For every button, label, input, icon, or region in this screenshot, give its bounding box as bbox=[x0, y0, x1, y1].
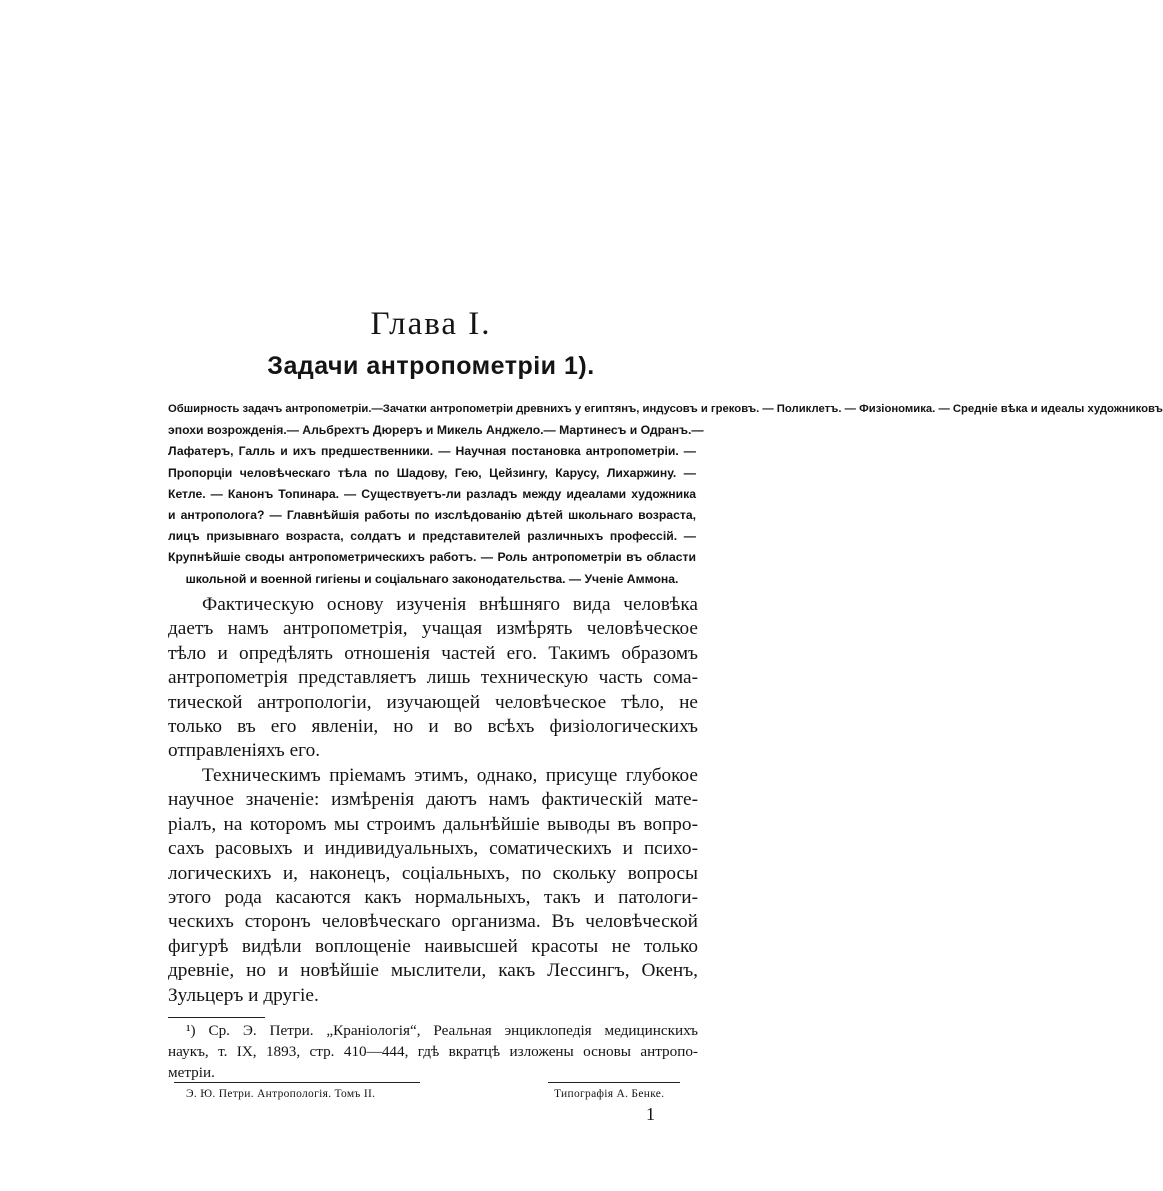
footnote bbox=[168, 1020, 698, 1083]
summary-line: лицъ призывнаго возраста, солдатъ и представителей различныхъ профессій. — bbox=[168, 529, 696, 544]
signature-rule-left bbox=[174, 1082, 420, 1083]
summary-line: эпохи возрожденія.— Альбрехтъ Дюреръ и Микель Анджело.— Мартинесъ и Одранъ.— bbox=[168, 423, 704, 438]
summary-line: Лафатеръ, Галль и ихъ предшественники. — Научная постановка антропометріи. — bbox=[168, 444, 696, 459]
page-number: 1 bbox=[646, 1104, 655, 1124]
summary-line: Пропорціи человѣческаго тѣла по Шадову, Гею, Цейзингу, Карусу, Лихаржину. — bbox=[168, 465, 696, 480]
summary-line: и антрополога? — Главнѣйшія работы по изслѣдованію дѣтей школьнаго возраста, bbox=[168, 508, 696, 523]
paragraph-line: научное значеніе: измѣренія даютъ намъ фактическій мате- bbox=[168, 789, 698, 811]
chapter-subtitle-text: Задачи антропометріи bbox=[267, 352, 557, 380]
printer-signature-left: Э. Ю. Петри. Антропологія. Томъ II. bbox=[186, 1088, 376, 1100]
footnote-divider bbox=[168, 1017, 265, 1018]
paragraph-line: только въ его явленіи, но и во всѣхъ физіологическихъ bbox=[168, 716, 698, 738]
footnote-line: метріи. bbox=[168, 1064, 215, 1081]
footnote-line: ¹) Ср. Э. Петри. „Краніологія“, Реальная энциклопедія медицинскихъ bbox=[186, 1022, 698, 1039]
paragraph-line: отправленіяхъ его. bbox=[168, 740, 321, 762]
paragraph-1 bbox=[168, 593, 698, 764]
paragraph-line: Зульцеръ и другіе. bbox=[168, 984, 319, 1006]
paragraph-line: этого рода касаются какъ нормальныхъ, такъ и патологи- bbox=[168, 887, 698, 909]
footnote-reference: 1). bbox=[564, 352, 595, 380]
paragraph-line: сахъ расовыхъ и индивидуальныхъ, соматическихъ и психо- bbox=[168, 838, 698, 860]
summary-line: Обширность задачъ антропометріи.—Зачатки антропометріи древнихъ у египтянъ, индусовъ и грековъ. — Поликлетъ. — Физіономика. — Средніе вѣка и идеалы художниковъ bbox=[168, 403, 1163, 415]
footnote-line: наукъ, т. IX, 1893, стр. 410—444, гдѣ вкратцѣ изложены основы антропо- bbox=[168, 1043, 698, 1060]
summary-line: Крупнѣйшіе своды антропометрическихъ работъ. — Роль антропометріи въ области bbox=[168, 550, 696, 565]
paragraph-line: древніе, но и новѣйшіе мыслители, какъ Лессингъ, Окенъ, bbox=[168, 960, 698, 982]
paragraph-line: тической антропологіи, изучающей человѣческое тѣло, не bbox=[168, 691, 698, 713]
signature-rule-right bbox=[548, 1082, 680, 1083]
paragraph-line: фигурѣ видѣли воплощеніе наивысшей красоты не только bbox=[168, 935, 698, 957]
paragraph-line: ческихъ сторонъ человѣческаго организма. Въ человѣческой bbox=[168, 911, 698, 933]
summary-line: Кетле. — Канонъ Топинара. — Существуетъ-ли разладъ между идеалами художника bbox=[168, 486, 696, 501]
chapter-summary bbox=[168, 399, 1163, 590]
paragraph-line: тѣло и опредѣлять отношенія частей его. Такимъ образомъ bbox=[168, 642, 698, 664]
paragraph-line: антропометрія представляетъ лишь техническую часть сома- bbox=[168, 667, 698, 689]
printer-signature-right: Типографія А. Бенке. bbox=[554, 1088, 665, 1100]
chapter-subtitle bbox=[166, 352, 696, 381]
summary-line: школьной и военной гигіены и соціальнаго законодательства. — Ученіе Аммона. bbox=[185, 571, 679, 586]
paragraph-line: логическихъ и, наконецъ, соціальныхъ, по скольку вопросы bbox=[168, 862, 698, 884]
paragraph-line: Техническимъ пріемамъ этимъ, однако, присуще глубокое bbox=[202, 765, 698, 786]
paragraph-line: Фактическую основу изученія внѣшняго вида человѣка bbox=[202, 594, 698, 615]
chapter-title: Глава I. bbox=[370, 306, 492, 342]
paragraph-line: ріалъ, на которомъ мы строимъ дальнѣйшіе выводы въ вопро- bbox=[168, 813, 698, 835]
paragraph-line: даетъ намъ антропометрія, учащая измѣрять человѣческое bbox=[168, 618, 698, 640]
paragraph-2 bbox=[168, 764, 698, 1008]
